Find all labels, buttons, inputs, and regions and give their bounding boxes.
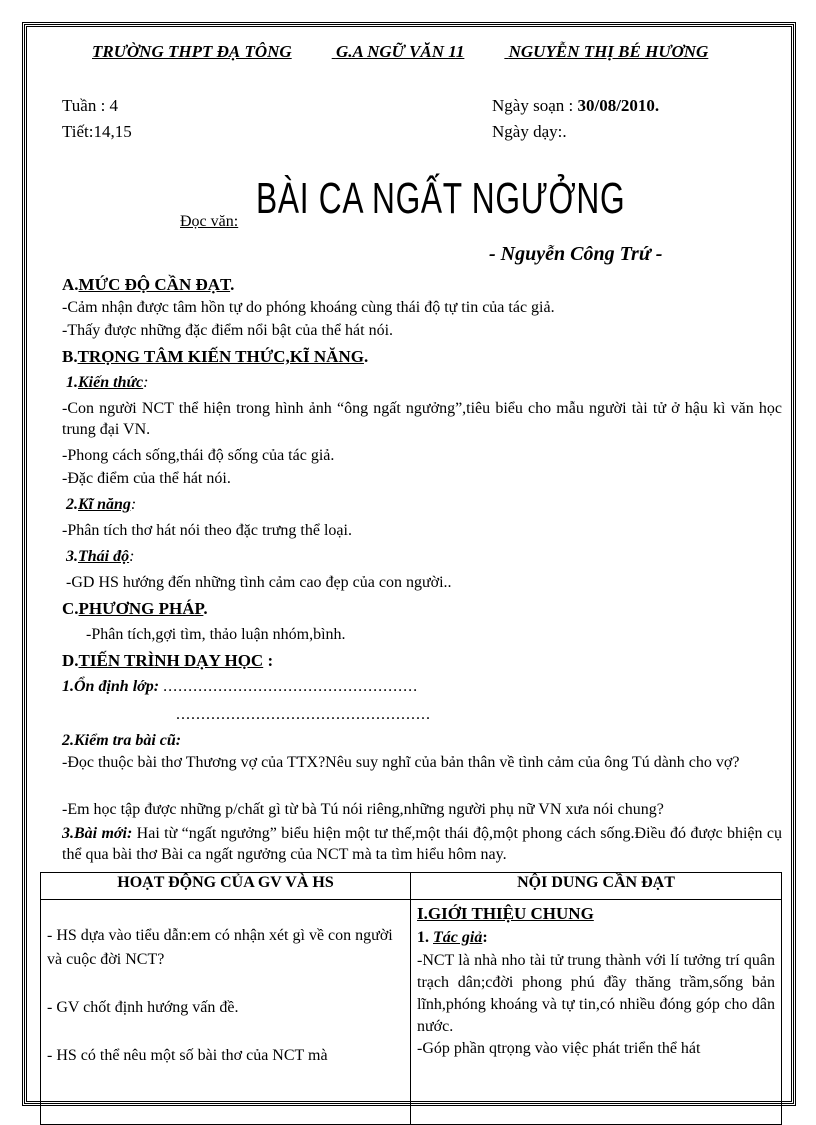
step-1-dots: ...................................................	[176, 706, 431, 723]
content-heading: I.GIỚI THIỆU CHUNG	[417, 904, 594, 923]
section-a-heading: A.MỨC ĐỘ CẦN ĐẠT.	[62, 275, 235, 294]
knowledge-heading: 1.Kiến thức:	[66, 374, 149, 391]
section-d-heading: D.TIẾN TRÌNH DẠY HỌC :	[62, 651, 274, 670]
content-subheading: 1. Tác giả:	[417, 929, 488, 946]
period: Tiết:14,15	[62, 122, 132, 141]
table-header-content: NỘI DUNG CẦN ĐẠT	[411, 873, 782, 900]
step-2-line: -Đọc thuộc bài thơ Thương vợ của TTX?Nêu suy nghĩ của bản thân về tình cảm của ông Tú dành cho vợ?	[62, 754, 740, 771]
subject-name: G.A NGỮ VĂN 11	[335, 42, 465, 61]
step-2-line: -Em học tập được những p/chất gì từ bà Tú nói riêng,những người phụ nữ VN xưa nói chung?	[62, 801, 664, 818]
teacher-name: NGUYỄN THỊ BÉ HƯƠNG	[508, 42, 709, 61]
skill-heading: 2.Kĩ năng:	[66, 496, 137, 513]
activity-line: - GV chốt định hướng vấn đề.	[47, 999, 239, 1016]
knowledge-line: -Phong cách sống,thái độ sống của tác giả.	[62, 447, 335, 464]
activity-line: - HS dựa vào tiểu dẫn:em có nhận xét gì về con người và cuộc đời NCT?	[47, 927, 393, 968]
school-name: TRƯỜNG THPT ĐẠ TÔNG	[92, 42, 292, 61]
lesson-table	[40, 872, 782, 1125]
page-header	[92, 42, 708, 62]
step-3: 3.Bài mới: Hai từ “ngất ngưởng” biểu hiện một tư thế,một thái độ,một phong cách sống.Điều đó được bhiện cụ thể qua bài thơ Bài ca ngất ngưởng của NCT mà ta tìm hiểu hôm nay.	[62, 825, 782, 863]
section-a-line: -Cảm nhận được tâm hồn tự do phóng khoáng cùng thái độ tự tin của tác giả.	[62, 299, 555, 316]
knowledge-line: -Đặc điểm của thể hát nói.	[62, 470, 231, 487]
lesson-title: BÀI CA NGẤT NGƯỞNG	[256, 174, 626, 223]
table-row	[41, 900, 782, 1125]
attitude-line: -GD HS hướng đến những tình cảm cao đẹp của con người..	[66, 574, 452, 591]
prep-date-label: Ngày soạn :	[492, 96, 578, 115]
prep-date-value: 30/08/2010.	[577, 96, 660, 115]
section-c-line: -Phân tích,gợi tìm, thảo luận nhóm,bình.	[86, 626, 346, 643]
attitude-heading: 3.Thái độ:	[66, 548, 135, 565]
section-a-title: MỨC ĐỘ CẦN ĐẠT	[78, 275, 231, 294]
skill-line: -Phân tích thơ hát nói theo đặc trưng thể loại.	[62, 522, 352, 539]
section-c-title: PHƯƠNG PHÁP	[78, 599, 204, 618]
knowledge-line: -Con người NCT thể hiện trong hình ảnh “ông ngất ngưởng”,tiêu biểu cho mẫu người tài tử ở hậu kì văn học trung đại VN.	[62, 400, 782, 438]
section-d-title: TIẾN TRÌNH DẠY HỌC	[78, 651, 264, 670]
content-line: -NCT là nhà nho tài tử trung thành với lí tưởng trí quân trạch dân;cđời phong phú đầy thăng trầm,sống bản lĩnh,phóng khoáng và tự tin,có nhiều đóng góp cho dân nước.	[417, 952, 775, 1035]
title-prefix: Đọc văn:	[180, 213, 239, 230]
step-2-heading: 2.Kiểm tra bài cũ:	[62, 732, 182, 749]
activity-line: - HS có thể nêu một số bài thơ của NCT mà	[47, 1047, 328, 1064]
content-line: -Góp phần qtrọng vào việc phát triển thể hát	[417, 1040, 701, 1057]
table-header-activities: HOẠT ĐỘNG CỦA GV VÀ HS	[41, 873, 411, 900]
week: Tuần : 4	[62, 96, 119, 115]
prep-date	[492, 96, 659, 116]
teach-date: Ngày dạy:.	[492, 122, 567, 141]
section-b-title: TRỌNG TÂM KIẾN THỨC,KĨ NĂNG	[77, 347, 364, 366]
section-a-line: -Thấy được những đặc điểm nổi bật của thể hát nói.	[62, 322, 394, 339]
author-name: - Nguyễn Công Trứ -	[489, 243, 663, 265]
activities-cell	[41, 900, 411, 1125]
section-b-heading: B.TRỌNG TÂM KIẾN THỨC,KĨ NĂNG.	[62, 347, 369, 366]
section-c-heading: C.PHƯƠNG PHÁP.	[62, 599, 208, 618]
step-1: 1.Ổn định lớp: ...................................................	[62, 678, 419, 695]
content-cell	[411, 900, 782, 1125]
table-header-row	[41, 873, 782, 900]
